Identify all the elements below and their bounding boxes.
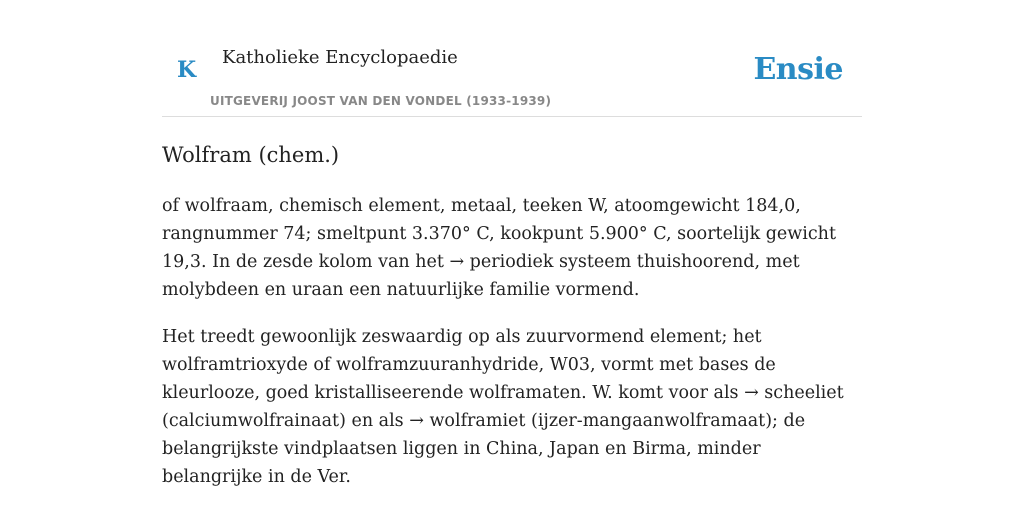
publisher-label: UITGEVERIJ JOOST VAN DEN VONDEL (1933-1939) — [210, 94, 552, 108]
encyclopedia-logo[interactable]: K — [177, 57, 197, 83]
ensie-brand-logo[interactable]: Ensie — [753, 52, 843, 87]
site-header — [162, 0, 862, 117]
article-paragraph: of wolfraam, chemisch element, metaal, teeken W, atoomgewicht 184,0, rangnummer 74; smeltpunt 3.370° C, kookpunt 5.900° C, soortelijk gewicht 19,3. In de zesde kolom van het → periodiek systeem thuishoorend, met molybdeen en uraan een natuurlijke familie vormend. — [162, 196, 836, 300]
encyclopedia-title-link[interactable]: Katholieke Encyclopaedie — [222, 47, 458, 68]
article-paragraph: Het treedt gewoonlijk zeswaardig op als zuurvormend element; het wolframtrioxyde of wolframzuuranhydride, W03, vormt met bases de kleurlooze, goed kristalliseerende wolframaten. W. komt voor als → scheeliet (calciumwolfrainaat) en als → wolframiet (ijzer-mangaanwolframaat); de belangrijkste vindplaatsen liggen in China, Japan en Birma, minder belangrijke in de Ver. — [162, 327, 844, 487]
article-body — [162, 192, 862, 510]
article-title: Wolfram (chem.) — [162, 143, 340, 167]
